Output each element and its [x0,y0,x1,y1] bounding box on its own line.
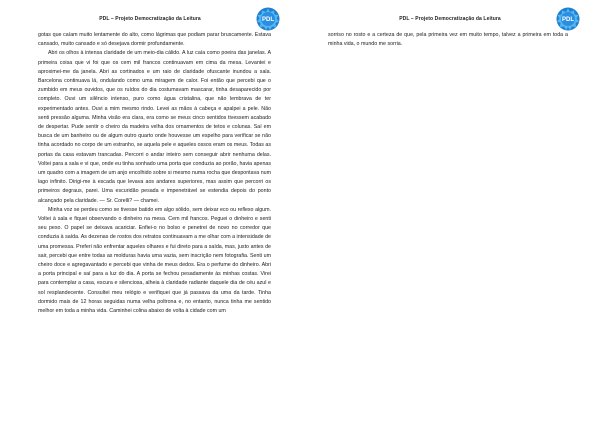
right-page [300,0,600,424]
paragraph: Abri os olhos à intensa claridade de um meio-dia cálido. A luz caía como poeira das janelas. A primeira coisa que vi foi que os cem mil francos continuavam em cima da mesa. Levantei e aproximei-me da janela. Abri as cortinados e um raio de claridade ofuscante inundou a sala. Barcelona continuava lá, ondulando como uma miragem de calor. Foi então que percebi que o zumbido em meus ouvidos, que os ruídos do dia costumavam mascarar, tinha desaparecido por completo. Ouvi um silêncio intenso, puro como água cristalina, que não lembrava de ter experimentado antes. Ouvi a mim mesmo rindo. Levei as mãos à cabeça e apalpei a pele. Não senti pressão alguma. Minha visão era clara, era como se meus cinco sentidos tivessem acabado de despertar. Pude sentir o cheiro da madeira velha dos ornamentos de tetos e colunas. Saí em busca de um banheiro ou de algum outro quarto onde houvesse um espelho para verificar se não tinha acordado no corpo de um estranho, se aquela pele e aqueles ossos eram os meus. Todas as portas da casa estavam trancadas. Percorri o andar inteiro sem conseguir abrir nenhuma delas. Voltei para a sala e vi que, onde eu tinha sonhado uma porta que conduzia ao porão, havia apenas um quadro com a imagem de um anjo encolhido sobre si mesmo numa rocha que despontava num lago infinito. Dirigi-me à escada que levava aos andares superiores, mas assim que percorri os primeiros degraus, parei. Uma escuridão pesada e impenetrável se estendia depois do ponto alcançado pela claridade. — Sr. Corelli? — chamei. [38,50,271,204]
left-body-text [38,31,271,316]
right-body-text [328,31,568,49]
pdl-logo [556,7,580,31]
paragraph: gotas que caíam muito lentamente do alto, como lágrimas que podiam parar bruscamente. Estava cansado, muito cansado e só desejava dormir profundamente. [38,32,271,48]
paragraph: Minha voz se perdeu como se tivesse batido em algo sólido, sem deixar eco ou reflexo algum. Voltei à sala e fiquei observando o dinheiro na mesa. Cem mil francos. Peguei o dinheiro e senti seu peso. O papel se deixava acariciar. Enfiei-o no bolso e penetrei de novo no corredor que conduzia à saída. As dezenas de rostos dos retratos continuavam a me olhar com a intensidade de uma promessa. Preferi não enfrentar aqueles olhares e fui direto para a saída, mas, justo antes de sair, percebi que entre todas as molduras havia uma vazia, sem inscrição nem fotografia. Senti um cheiro doce e agregavantado e percebi que vinha de meus dedos. Era o perfume do dinheiro. Abri a porta principal e saí para a luz do dia. A porta se fechou pesadamente às minhas costas. Virei para contemplar a casa, escura e silenciosa, alheia à claridade radiante daquele dia de céu azul e sol resplandecente. Consultei meu relógio e verifiquei que já passava da uma da tarde. Tinha dormido mais de 12 horas seguidas numa velha poltrona e, no entanto, nunca tinha me sentido melhor em toda a minha vida. Caminhei colina abaixo de volta à cidade com um [38,206,271,315]
pdl-logo [256,7,280,31]
logo-text: PDL [562,17,574,23]
paragraph: sorriso no rosto e a certeza de que, pela primeira vez em muito tempo, talvez a primeira em toda a minha vida, o mundo me sorria. [328,32,568,48]
page-header: PDL – Projeto Democratização da Leitura [99,16,201,22]
page-header: PDL – Projeto Democratização da Leitura [399,16,501,22]
logo-text: PDL [262,17,274,23]
